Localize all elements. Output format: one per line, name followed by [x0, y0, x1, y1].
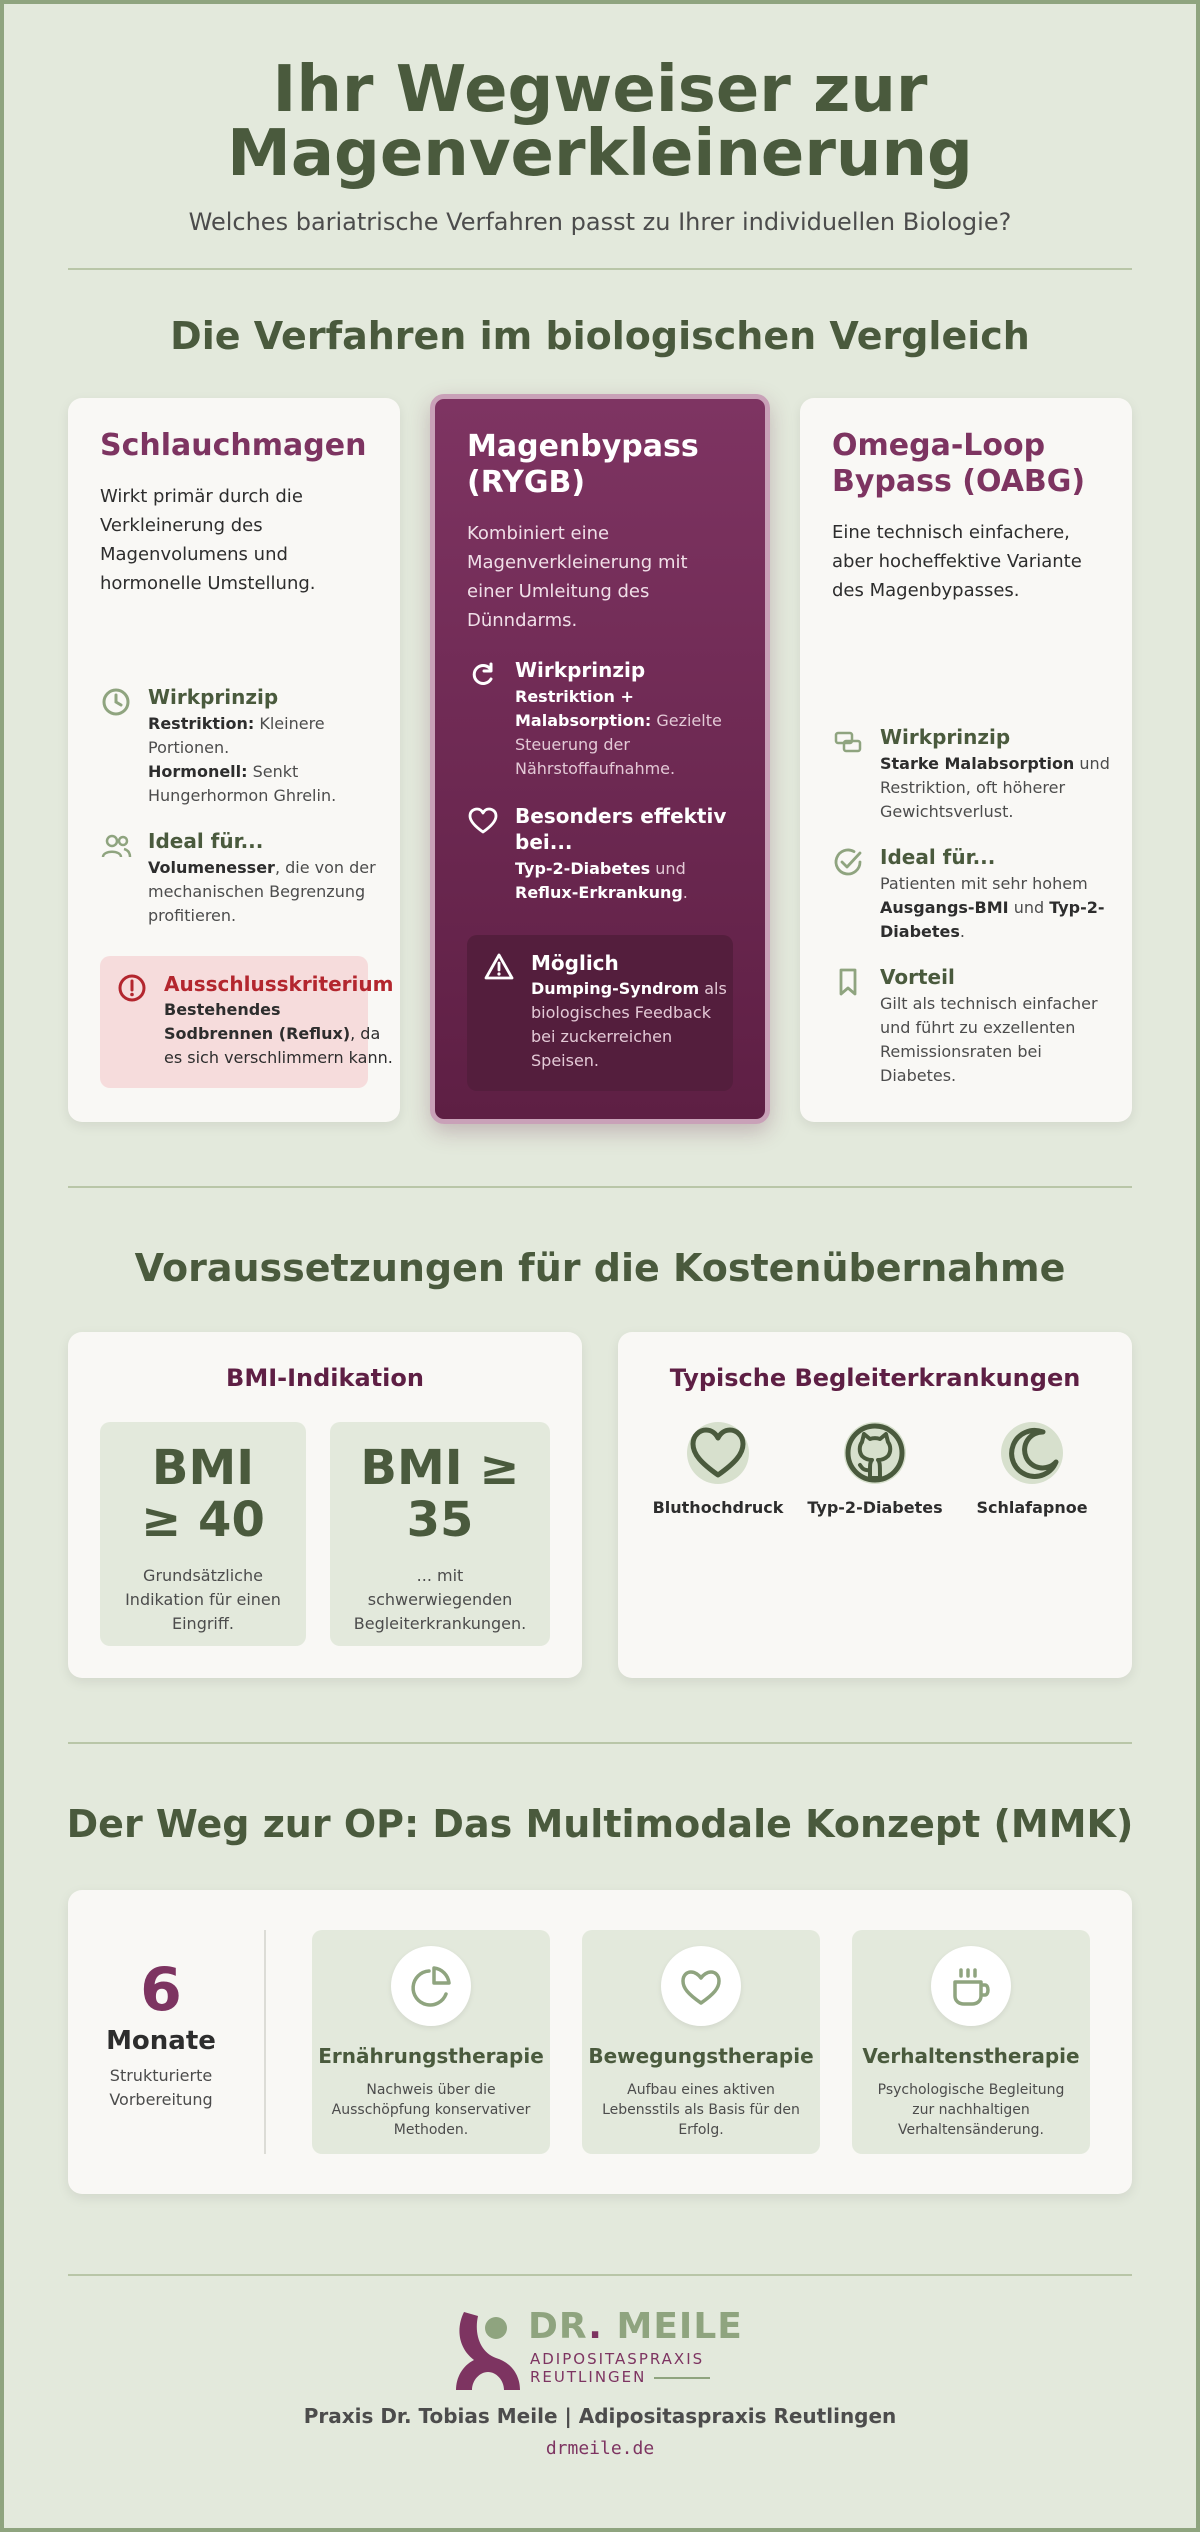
step-ernaehrung	[312, 1930, 550, 2154]
page-title	[0, 53, 1200, 191]
heart-icon	[687, 1422, 749, 1484]
step-desc: Psychologische Begleitung zur nachhaltigen Verhaltensänderung.	[877, 2082, 1065, 2138]
octocat-icon	[844, 1422, 906, 1484]
pie-chart-icon	[391, 1946, 471, 2026]
comorbidity-label: Schlafapnoe	[976, 1498, 1088, 1517]
users-icon	[100, 830, 132, 862]
step-title: Bewegungstherapie	[588, 2044, 814, 2068]
feature-wirkprinzip	[100, 684, 380, 808]
feature-desc: Patienten mit sehr hohem Ausgangs-BMI und Typ-2-Diabetes.	[880, 874, 1105, 941]
check-circle-icon	[832, 846, 864, 878]
rotate-arrow-icon	[467, 659, 499, 691]
alert-circle-icon	[116, 972, 148, 1004]
dumping-desc: Dumping-Syndrom als biologisches Feedback bei zuckerreichen Speisen.	[531, 979, 727, 1070]
feature-desc: Typ-2-Diabetes und Reflux-Erkrankung.	[515, 859, 688, 902]
comorbidity-diabetes	[795, 1422, 955, 1517]
card-intro: Kombiniert eine Magenverkleinerung mit einer Umleitung des Dünndarms.	[467, 523, 688, 631]
months-block	[68, 1955, 254, 2112]
divider	[68, 2274, 1132, 2276]
months-desc: Strukturierte Vorbereitung	[109, 2066, 213, 2109]
months-label: Monate	[106, 2026, 216, 2056]
heart-icon	[467, 805, 499, 837]
feature-wirkprinzip	[832, 724, 1112, 824]
clock-icon	[100, 686, 132, 718]
feature-ideal	[100, 828, 380, 928]
feature-wirkprinzip	[467, 657, 745, 781]
feature-title: Wirkprinzip	[148, 685, 279, 709]
comorbidities-title: Typische Begleiterkrankungen	[669, 1364, 1081, 1392]
title-line-1: Ihr Wegweiser zur	[272, 53, 928, 127]
feature-desc: Restriktion: Kleinere Portionen. Hormonell: Senkt Hungerhormon Ghrelin.	[148, 714, 337, 805]
costs-title: Voraussetzungen für die Kostenübernahme	[134, 1246, 1066, 1290]
bmi-40-box	[100, 1422, 306, 1646]
bmi-40-desc: Grundsätzliche Indikation für einen Eingriff.	[125, 1566, 281, 1633]
step-title: Verhaltenstherapie	[862, 2044, 1080, 2068]
feature-title: Ideal für...	[148, 829, 264, 853]
divider	[68, 1742, 1132, 1744]
step-desc: Nachweis über die Ausschöpfung konservativer Methoden.	[331, 2082, 531, 2138]
title-line-2: Magenverkleinerung	[227, 117, 973, 191]
feature-title: Wirkprinzip	[515, 658, 646, 682]
divider	[68, 1186, 1132, 1188]
comorbidity-schlafapnoe	[952, 1422, 1112, 1517]
step-bewegung	[582, 1930, 820, 2154]
bookmark-icon	[832, 966, 864, 998]
card-schlauchmagen	[68, 398, 400, 1122]
dumping-title: Möglich	[531, 951, 619, 975]
card-intro: Eine technisch einfachere, aber hocheffektive Variante des Magenbypasses.	[832, 522, 1082, 601]
mmk-title: Der Weg zur OP: Das Multimodale Konzept (MMK)	[66, 1802, 1134, 1846]
link-icon	[832, 726, 864, 758]
moon-icon	[1001, 1422, 1063, 1484]
comorbidities-card	[618, 1332, 1132, 1678]
feature-title: Besonders effektiv bei...	[515, 804, 727, 854]
bmi-35-value: BMI ≥ 35	[360, 1440, 520, 1548]
comorbidity-label: Typ-2-Diabetes	[807, 1498, 943, 1517]
feature-desc: Volumenesser, die von der mechanischen Begrenzung profitieren.	[148, 858, 376, 925]
feature-effektiv	[467, 803, 745, 905]
card-magenbypass	[430, 394, 770, 1124]
bmi-35-box	[330, 1422, 550, 1646]
card-title: Omega-Loop Bypass (OABG)	[832, 428, 1086, 499]
logo-wordmark: DR. MEILE	[528, 2306, 743, 2347]
bmi-35-desc: ... mit schwerwiegenden Begleiterkrankungen.	[353, 1566, 527, 1633]
feature-title: Vorteil	[880, 965, 955, 989]
logo-subtitle: ADIPOSITASPRAXIS REUTLINGEN	[530, 2350, 710, 2386]
card-title: Magenbypass (RYGB)	[467, 429, 699, 500]
bmi-40-value: BMI ≥ 40	[141, 1440, 265, 1548]
divider	[68, 268, 1132, 270]
vertical-separator	[264, 1930, 266, 2154]
feature-desc: Gilt als technisch einfacher und führt zu exzellenten Remissionsraten bei Diabetes.	[880, 994, 1098, 1085]
footer	[0, 2300, 1200, 2459]
feature-ideal	[832, 844, 1112, 944]
card-title: Schlauchmagen	[100, 428, 367, 463]
comorbidity-bluthochdruck	[638, 1422, 798, 1517]
logo	[450, 2300, 750, 2390]
card-omega-loop	[800, 398, 1132, 1122]
page-subtitle: Welches bariatrische Verfahren passt zu Ihrer individuellen Biologie?	[188, 208, 1012, 236]
coffee-cup-icon	[931, 1946, 1011, 2026]
step-desc: Aufbau eines aktiven Lebensstils als Basis für den Erfolg.	[602, 2082, 800, 2138]
comparison-title: Die Verfahren im biologischen Vergleich	[170, 314, 1030, 358]
warning-triangle-icon	[483, 951, 515, 983]
dumping-box	[467, 935, 733, 1091]
step-title: Ernährungstherapie	[318, 2044, 544, 2068]
step-verhalten	[852, 1930, 1090, 2154]
exclusion-title: Ausschlusskriterium	[164, 972, 394, 996]
heart-icon	[661, 1946, 741, 2026]
feature-vorteil	[832, 964, 1112, 1088]
website-link[interactable]: drmeile.de	[545, 2438, 655, 2459]
practice-name: Praxis Dr. Tobias Meile | Adipositaspraxis Reutlingen	[303, 2404, 897, 2428]
comorbidity-label: Bluthochdruck	[652, 1498, 784, 1517]
feature-title: Ideal für...	[880, 845, 996, 869]
feature-desc: Restriktion + Malabsorption: Gezielte Steuerung der Nährstoffaufnahme.	[515, 687, 722, 778]
mmk-card	[68, 1890, 1132, 2194]
feature-title: Wirkprinzip	[880, 725, 1011, 749]
months-number: 6	[140, 1955, 182, 2025]
bmi-card	[68, 1332, 582, 1678]
exclusion-desc: Bestehendes Sodbrennen (Reflux), da es sich verschlimmern kann.	[164, 1000, 393, 1067]
logo-figure-icon	[450, 2308, 522, 2392]
exclusion-box	[100, 956, 394, 1088]
bmi-title: BMI-Indikation	[226, 1364, 424, 1392]
card-intro: Wirkt primär durch die Verkleinerung des Magenvolumens und hormonelle Umstellung.	[100, 486, 316, 594]
feature-desc: Starke Malabsorption und Restriktion, oft höherer Gewichtsverlust.	[880, 754, 1110, 821]
hero	[0, 53, 1200, 236]
